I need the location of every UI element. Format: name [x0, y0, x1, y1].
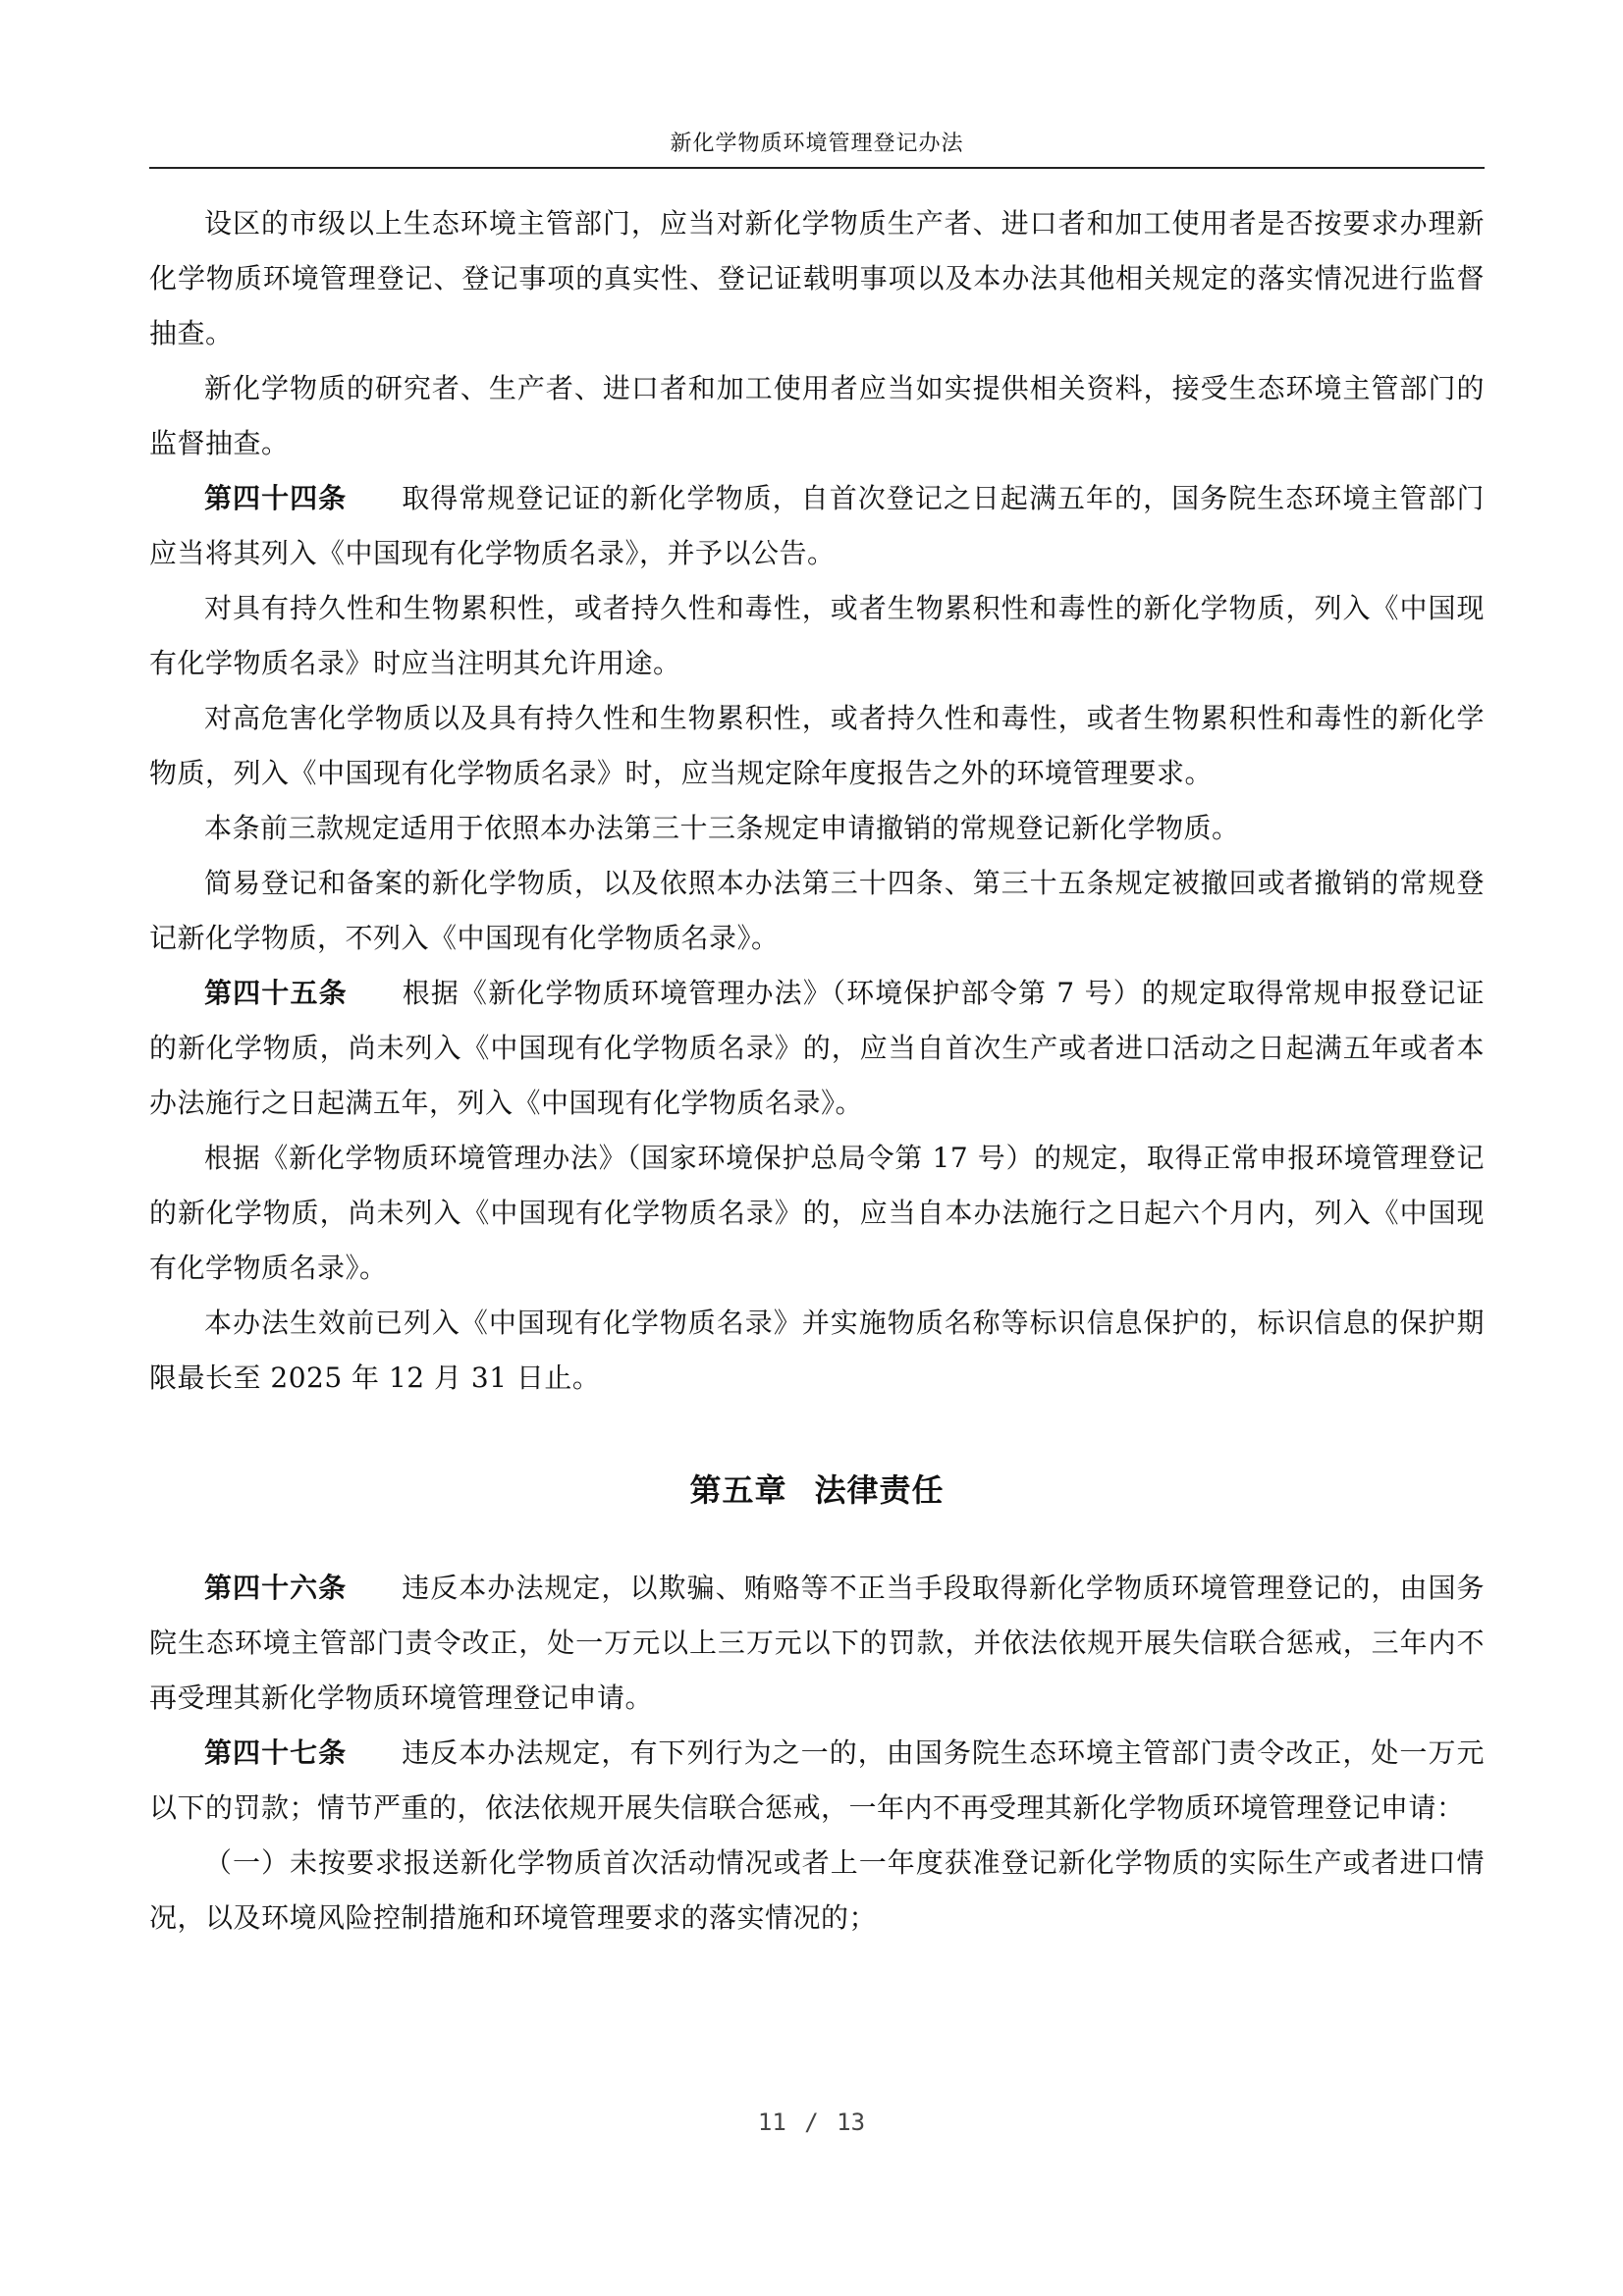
paragraph: 简易登记和备案的新化学物质，以及依照本办法第三十四条、第三十五条规定被撤回或者撤销的常规登记新化学物质，不列入《中国现有化学物质名录》。	[149, 867, 1485, 954]
header-divider	[149, 167, 1485, 169]
article-44	[149, 471, 1485, 581]
paragraph: 根据《新化学物质环境管理办法》（国家环境保护总局令第 17 号）的规定，取得正常申报环境管理登记的新化学物质，尚未列入《中国现有化学物质名录》的，应当自本办法施行之日起六个月内，列入《中国现有化学物质名录》。	[149, 1142, 1485, 1284]
page-separator: /	[804, 2109, 819, 2136]
paragraph: 本办法生效前已列入《中国现有化学物质名录》并实施物质名称等标识信息保护的，标识信息的保护期限最长至 2025 年 12 月 31 日止。	[149, 1307, 1485, 1394]
chapter-heading	[149, 1463, 1485, 1518]
paragraph: 对高危害化学物质以及具有持久性和生物累积性，或者持久性和毒性，或者生物累积性和毒性的新化学物质，列入《中国现有化学物质名录》时，应当规定除年度报告之外的环境管理要求。	[149, 702, 1485, 789]
paragraph: 新化学物质的研究者、生产者、进口者和加工使用者应当如实提供相关资料，接受生态环境主管部门的监督抽查。	[149, 372, 1485, 459]
article-text: 取得常规登记证的新化学物质，自首次登记之日起满五年的，国务院生态环境主管部门应当将其列入《中国现有化学物质名录》，并予以公告。	[149, 482, 1485, 569]
article-45	[149, 966, 1485, 1131]
article-label: 第四十七条	[204, 1736, 348, 1769]
chapter-number: 第五章	[689, 1471, 787, 1509]
paragraph: 对具有持久性和生物累积性，或者持久性和毒性，或者生物累积性和毒性的新化学物质，列入《中国现有化学物质名录》时应当注明其允许用途。	[149, 592, 1485, 679]
article-46	[149, 1561, 1485, 1726]
article-text: 根据《新化学物质环境管理办法》（环境保护部令第 7 号）的规定取得常规申报登记证的新化学物质，尚未列入《中国现有化学物质名录》的，应当自首次生产或者进口活动之日起满五年或者本办法施行之日起满五年，列入《中国现有化学物质名录》。	[149, 977, 1485, 1119]
article-text: 违反本办法规定，有下列行为之一的，由国务院生态环境主管部门责令改正，处一万元以下的罚款；情节严重的，依法依规开展失信联合惩戒，一年内不再受理其新化学物质环境管理登记申请：	[149, 1736, 1485, 1824]
list-item: （一）未按要求报送新化学物质首次活动情况或者上一年度获准登记新化学物质的实际生产或者进口情况，以及环境风险控制措施和环境管理要求的落实情况的；	[149, 1846, 1485, 1934]
article-text: 违反本办法规定，以欺骗、贿赂等不正当手段取得新化学物质环境管理登记的，由国务院生态环境主管部门责令改正，处一万元以上三万元以下的罚款，并依法依规开展失信联合惩戒，三年内不再受理其新化学物质环境管理登记申请。	[149, 1572, 1485, 1714]
article-label: 第四十五条	[204, 977, 348, 1009]
article-label: 第四十六条	[204, 1572, 348, 1604]
article-label: 第四十四条	[204, 482, 348, 514]
current-page: 11	[757, 2109, 786, 2136]
paragraph: 设区的市级以上生态环境主管部门，应当对新化学物质生产者、进口者和加工使用者是否按要求办理新化学物质环境管理登记、登记事项的真实性、登记证载明事项以及本办法其他相关规定的落实情况进行监督抽查。	[149, 207, 1485, 349]
running-header: 新化学物质环境管理登记办法	[670, 132, 964, 156]
page-number	[0, 2109, 1623, 2136]
page-body	[149, 196, 1485, 1946]
article-47	[149, 1726, 1485, 1836]
total-pages: 13	[837, 2109, 866, 2136]
paragraph: 本条前三款规定适用于依照本办法第三十三条规定申请撤销的常规登记新化学物质。	[204, 812, 1240, 844]
chapter-title: 法律责任	[814, 1471, 945, 1509]
